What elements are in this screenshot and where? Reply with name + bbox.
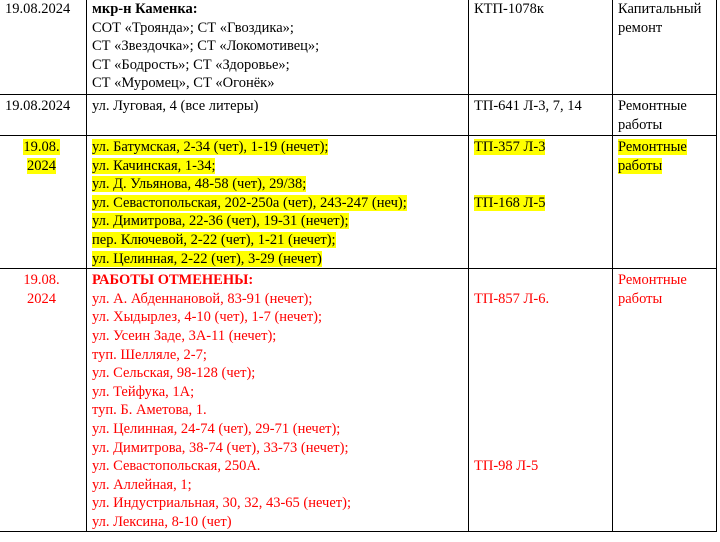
address-line: СТ «Бодрость»; СТ «Здоровье»; [92,56,290,73]
date-cell [0,0,87,95]
substation-cell [469,136,613,269]
address-line: ул. Аллейная, 1; [92,476,192,493]
work-type-text: работы [618,157,663,174]
work-type-text: Ремонтные [618,139,687,155]
address-cell [87,95,469,136]
date-text: 2024 [27,157,56,174]
address-line: ул. Д. Ульянова, 48-58 (чет), 29/38; [92,176,307,193]
table-row [0,0,717,95]
date-cell [0,95,87,136]
address-line: СТ «Звездочка»; СТ «Локомотивец»; [92,38,320,55]
substation-text: ТП-98 Л-5 [474,458,539,475]
date-text: 19.08. [23,272,60,289]
date-text: 2024 [27,290,56,307]
work-type-cell [613,95,717,136]
address-line: ул. Целинная, 24-74 (чет), 29-71 (нечет); [92,420,341,437]
address-line: ул. Лексина, 8-10 (чет) [92,513,232,530]
work-type-text: Капитальный [618,1,702,17]
work-type-cell [613,136,717,269]
work-type-text: работы [618,116,663,133]
address-line: ул. Усеин Заде, 3А-11 (нечет); [92,327,277,344]
address-line: СТ «Муромец», СТ «Огонёк» [92,75,275,92]
address-cell [87,136,469,269]
substation-text: ТП-641 Л-3, 7, 14 [474,98,582,114]
district-heading: мкр-н Каменка: [92,1,198,17]
address-line: туп. Б. Аметова, 1. [92,402,207,419]
cancel-note: РАБОТЫ ОТМЕНЕНЫ: [92,272,254,289]
substation-text: КТП-1078к [474,1,544,17]
address-line: ул. Сельская, 98-128 (чет); [92,365,256,382]
address-line: ул. Качинская, 1-34; [92,157,216,174]
substation-cell [469,269,613,532]
address-line: ул. Севастопольская, 202-250а (чет), 243-247 (неч); [92,194,407,211]
substation-cell [469,95,613,136]
address-line: ул. Батумская, 2-34 (чет), 1-19 (нечет); [92,139,329,155]
work-type-text: Ремонтные [618,272,687,289]
work-type-text: ремонт [618,19,663,36]
work-type-text: Ремонтные [618,98,687,114]
address-line: туп. Шелляле, 2-7; [92,346,207,363]
address-line: ул. Тейфука, 1А; [92,383,195,400]
work-type-cell [613,269,717,532]
date-cell [0,136,87,269]
substation-text: ТП-357 Л-3 [474,139,546,155]
address-line: ул. Луговая, 4 (все литеры) [92,98,259,114]
address-line: пер. Ключевой, 2-22 (чет), 1-21 (нечет); [92,231,336,248]
address-line: ул. Димитрова, 22-36 (чет), 19-31 (нечет); [92,213,349,230]
address-line: ул. Севастопольская, 250А. [92,458,261,475]
address-line: ул. Хыдырлез, 4-10 (чет), 1-7 (нечет); [92,309,323,326]
work-type-cell [613,0,717,95]
table-row [0,269,717,532]
table-row [0,95,717,136]
address-cell [87,0,469,95]
address-line: ул. Димитрова, 38-74 (чет), 33-73 (нечет); [92,439,349,456]
date-text: 19.08.2024 [5,1,71,17]
substation-text: ТП-168 Л-5 [474,194,546,211]
address-line: ул. Целинная, 2-22 (чет), 3-29 (нечет) [92,250,322,267]
work-type-text: работы [618,290,663,307]
substation-cell [469,0,613,95]
address-line: СОТ «Троянда»; СТ «Гвоздика»; [92,19,294,36]
address-line: ул. А. Абденнановой, 83-91 (нечет); [92,290,313,307]
date-text: 19.08. [23,139,60,155]
substation-text: ТП-857 Л-6. [474,290,550,307]
address-line: ул. Индустриальная, 30, 32, 43-65 (нечет); [92,495,351,512]
table-row [0,136,717,269]
address-cell [87,269,469,532]
date-cell [0,269,87,532]
date-text: 19.08.2024 [5,98,71,114]
